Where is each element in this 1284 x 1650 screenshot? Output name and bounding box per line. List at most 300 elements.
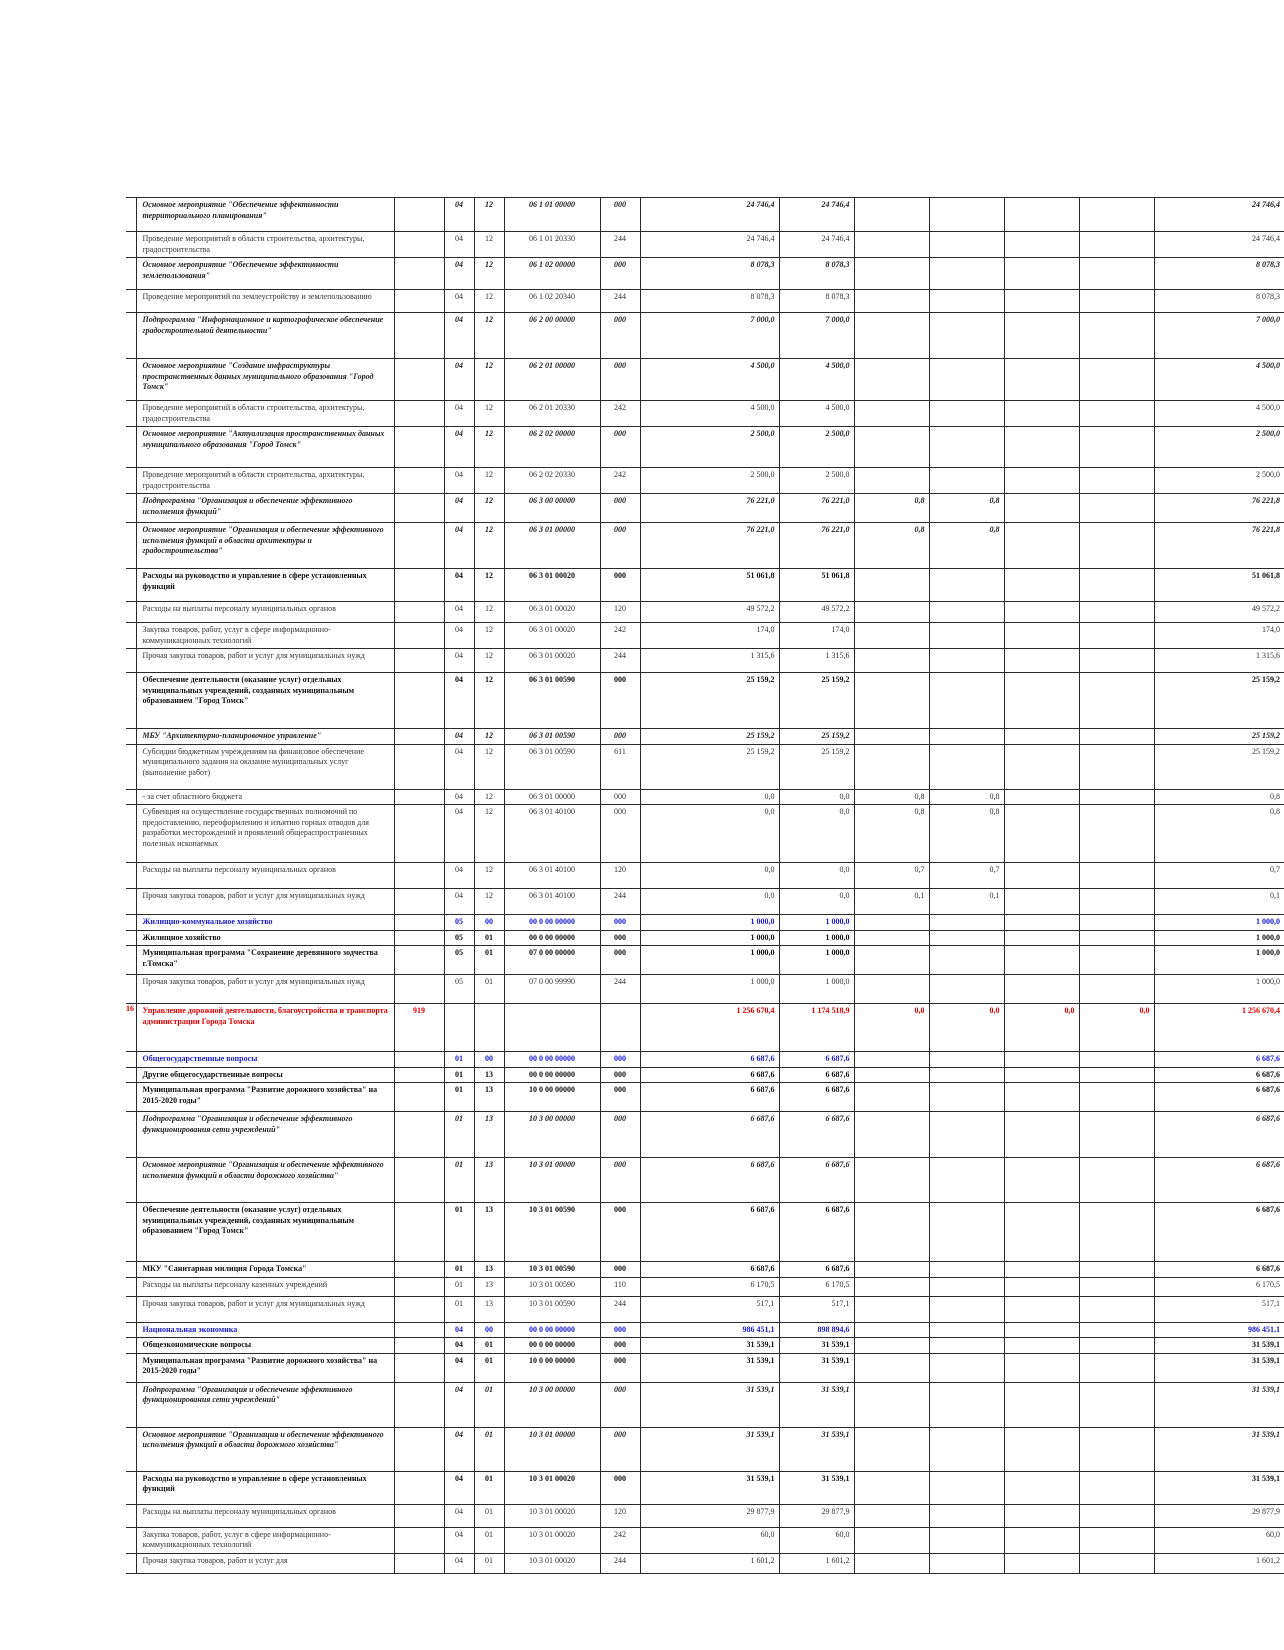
- value-col-2: 29 877,9: [779, 1504, 854, 1527]
- value-col-5: [1004, 946, 1079, 975]
- table-row: [126, 1338, 1284, 1354]
- item-name: Субсидии бюджетным учреждениям на финансовое обеспечение муниципального задания на оказание муниципальных услуг (выполнение работ): [136, 744, 394, 789]
- value-col-4: [929, 1471, 1004, 1504]
- section-code: 04: [444, 1338, 474, 1354]
- grbs-code: [394, 1052, 444, 1068]
- value-col-1: 76 221,0: [640, 523, 779, 569]
- item-name: Основное мероприятие "Создание инфраструктуры пространственных данных муниципального образования "Город Томск": [136, 359, 394, 401]
- value-col-2: 1 000,0: [779, 915, 854, 931]
- expense-type-code: 000: [600, 946, 640, 975]
- grbs-code: [394, 889, 444, 915]
- target-article-code: 06 3 01 00000: [504, 789, 600, 805]
- value-col-3: [854, 1471, 929, 1504]
- value-col-1: 24 746,4: [640, 198, 779, 232]
- expense-type-code: 242: [600, 1527, 640, 1553]
- table-row: [126, 1504, 1284, 1527]
- value-col-1: 29 877,9: [640, 1504, 779, 1527]
- value-col-7: 6 687,6: [1154, 1052, 1284, 1068]
- table-row: [126, 744, 1284, 789]
- subsection-code: 13: [474, 1158, 504, 1203]
- value-col-6: [1079, 1067, 1154, 1083]
- expense-type-code: 000: [600, 1158, 640, 1203]
- item-name: Проведение мероприятий по землеустройству и землепользованию: [136, 290, 394, 313]
- subsection-code: 12: [474, 523, 504, 569]
- target-article-code: 10 3 01 00020: [504, 1504, 600, 1527]
- value-col-5: [1004, 1353, 1079, 1382]
- section-code: 04: [444, 401, 474, 427]
- section-code: 04: [444, 1471, 474, 1504]
- value-col-6: [1079, 789, 1154, 805]
- grbs-code: [394, 930, 444, 946]
- value-col-3: [854, 623, 929, 649]
- value-col-2: 25 159,2: [779, 729, 854, 745]
- value-col-3: 0,8: [854, 523, 929, 569]
- row-number: [126, 930, 136, 946]
- section-code: 01: [444, 1158, 474, 1203]
- expense-type-code: 000: [600, 359, 640, 401]
- row-number: [126, 1083, 136, 1112]
- table-row: [126, 673, 1284, 729]
- section-code: 01: [444, 1083, 474, 1112]
- value-col-7: 31 539,1: [1154, 1471, 1284, 1504]
- table-row: [126, 1277, 1284, 1296]
- value-col-4: [929, 1322, 1004, 1338]
- section-code: 04: [444, 232, 474, 258]
- row-number: [126, 1553, 136, 1573]
- item-name: Управление дорожной деятельности, благоустройства и транспорта администрации Города Томска: [136, 1004, 394, 1052]
- value-col-6: [1079, 313, 1154, 359]
- row-number: [126, 1158, 136, 1203]
- grbs-code: [394, 946, 444, 975]
- grbs-code: [394, 1277, 444, 1296]
- value-col-2: 6 687,6: [779, 1052, 854, 1068]
- value-col-3: [854, 1277, 929, 1296]
- grbs-code: [394, 494, 444, 523]
- value-col-6: [1079, 1338, 1154, 1354]
- value-col-6: [1079, 1471, 1154, 1504]
- value-col-6: [1079, 427, 1154, 468]
- value-col-1: 0,0: [640, 805, 779, 863]
- value-col-1: 6 687,6: [640, 1158, 779, 1203]
- table-row: [126, 290, 1284, 313]
- table-row: [126, 427, 1284, 468]
- value-col-1: 6 687,6: [640, 1112, 779, 1158]
- value-col-5: 0,0: [1004, 1004, 1079, 1052]
- subsection-code: 12: [474, 290, 504, 313]
- section-code: 04: [444, 1427, 474, 1471]
- value-col-6: 0,0: [1079, 1004, 1154, 1052]
- grbs-code: [394, 1262, 444, 1278]
- grbs-code: [394, 198, 444, 232]
- value-col-6: [1079, 649, 1154, 673]
- value-col-4: [929, 427, 1004, 468]
- value-col-4: [929, 649, 1004, 673]
- value-col-4: [929, 1504, 1004, 1527]
- subsection-code: 01: [474, 930, 504, 946]
- value-col-3: [854, 1112, 929, 1158]
- table-row: [126, 1471, 1284, 1504]
- table-row: [126, 523, 1284, 569]
- grbs-code: [394, 1083, 444, 1112]
- value-col-7: 1 000,0: [1154, 930, 1284, 946]
- value-col-1: 1 000,0: [640, 975, 779, 1004]
- item-name: Прочая закупка товаров, работ и услуг для муниципальных нужд: [136, 975, 394, 1004]
- subsection-code: 13: [474, 1203, 504, 1262]
- value-col-7: 986 451,1: [1154, 1322, 1284, 1338]
- target-article-code: 06 1 01 00000: [504, 198, 600, 232]
- grbs-code: [394, 258, 444, 290]
- value-col-4: [929, 744, 1004, 789]
- row-number: [126, 468, 136, 494]
- row-number: [126, 290, 136, 313]
- value-col-7: 0,8: [1154, 805, 1284, 863]
- value-col-3: [854, 915, 929, 931]
- expense-type-code: 244: [600, 1296, 640, 1322]
- value-col-2: 49 572,2: [779, 602, 854, 623]
- table-row: [126, 1203, 1284, 1262]
- value-col-2: 517,1: [779, 1296, 854, 1322]
- expense-type-code: 244: [600, 889, 640, 915]
- expense-type-code: 244: [600, 232, 640, 258]
- value-col-1: 76 221,0: [640, 494, 779, 523]
- value-col-5: [1004, 1262, 1079, 1278]
- value-col-6: [1079, 1296, 1154, 1322]
- table-row: [126, 946, 1284, 975]
- value-col-4: [929, 198, 1004, 232]
- value-col-7: 0,8: [1154, 789, 1284, 805]
- value-col-5: [1004, 494, 1079, 523]
- value-col-1: 8 078,3: [640, 258, 779, 290]
- target-article-code: 06 3 01 00590: [504, 744, 600, 789]
- value-col-4: [929, 1338, 1004, 1354]
- section-code: 04: [444, 427, 474, 468]
- item-name: Расходы на выплаты персоналу казенных учреждений: [136, 1277, 394, 1296]
- row-number: [126, 673, 136, 729]
- value-col-4: 0,0: [929, 1004, 1004, 1052]
- expense-type-code: 000: [600, 1262, 640, 1278]
- item-name: Проведение мероприятий в области строительства, архитектуры, градостроительства: [136, 232, 394, 258]
- value-col-2: 7 000,0: [779, 313, 854, 359]
- grbs-code: [394, 649, 444, 673]
- value-col-5: [1004, 889, 1079, 915]
- value-col-2: 60,0: [779, 1527, 854, 1553]
- target-article-code: 06 2 01 00000: [504, 359, 600, 401]
- row-number: [126, 198, 136, 232]
- value-col-2: 8 078,3: [779, 290, 854, 313]
- target-article-code: 10 0 00 00000: [504, 1083, 600, 1112]
- value-col-6: [1079, 1277, 1154, 1296]
- item-name: Расходы на выплаты персоналу муниципальных органов: [136, 602, 394, 623]
- table-row: [126, 401, 1284, 427]
- grbs-code: [394, 915, 444, 931]
- expense-type-code: 242: [600, 623, 640, 649]
- section-code: [444, 1004, 474, 1052]
- target-article-code: 10 3 01 00000: [504, 1158, 600, 1203]
- value-col-3: [854, 258, 929, 290]
- grbs-code: 919: [394, 1004, 444, 1052]
- target-article-code: 00 0 00 00000: [504, 1322, 600, 1338]
- value-col-4: [929, 1553, 1004, 1573]
- value-col-2: 31 539,1: [779, 1382, 854, 1427]
- department-row: [126, 1004, 1284, 1052]
- value-col-5: [1004, 744, 1079, 789]
- value-col-4: 0,8: [929, 523, 1004, 569]
- value-col-4: [929, 602, 1004, 623]
- target-article-code: 06 2 02 00000: [504, 427, 600, 468]
- table-row: [126, 930, 1284, 946]
- value-col-2: 6 170,5: [779, 1277, 854, 1296]
- value-col-6: [1079, 290, 1154, 313]
- table-row: [126, 915, 1284, 931]
- value-col-4: [929, 1262, 1004, 1278]
- value-col-1: 0,0: [640, 789, 779, 805]
- expense-type-code: 120: [600, 863, 640, 889]
- value-col-1: 6 687,6: [640, 1262, 779, 1278]
- expense-type-code: 244: [600, 1553, 640, 1573]
- value-col-5: [1004, 1471, 1079, 1504]
- grbs-code: [394, 1112, 444, 1158]
- value-col-6: [1079, 198, 1154, 232]
- row-number: [126, 1427, 136, 1471]
- row-number: [126, 1527, 136, 1553]
- section-code: 05: [444, 930, 474, 946]
- value-col-4: [929, 290, 1004, 313]
- subsection-code: 00: [474, 1052, 504, 1068]
- value-col-6: [1079, 468, 1154, 494]
- expense-type-code: 000: [600, 494, 640, 523]
- item-name: Основное мероприятие "Обеспечение эффективности землепользования": [136, 258, 394, 290]
- value-col-5: [1004, 930, 1079, 946]
- row-number: [126, 1353, 136, 1382]
- value-col-6: [1079, 1322, 1154, 1338]
- value-col-4: [929, 975, 1004, 1004]
- subsection-code: 12: [474, 569, 504, 602]
- subsection-code: 12: [474, 623, 504, 649]
- value-col-7: 7 000,0: [1154, 313, 1284, 359]
- target-article-code: 10 3 00 00000: [504, 1112, 600, 1158]
- value-col-4: [929, 359, 1004, 401]
- expense-type-code: 000: [600, 1067, 640, 1083]
- target-article-code: 06 1 02 20340: [504, 290, 600, 313]
- value-col-4: 0,7: [929, 863, 1004, 889]
- value-col-2: 8 078,3: [779, 258, 854, 290]
- row-number: [126, 915, 136, 931]
- value-col-1: 0,0: [640, 889, 779, 915]
- item-name: Основное мероприятие "Организация и обеспечение эффективного исполнения функций в области дорожного хозяйства": [136, 1158, 394, 1203]
- table-row: [126, 1296, 1284, 1322]
- table-row: [126, 258, 1284, 290]
- value-col-6: [1079, 915, 1154, 931]
- grbs-code: [394, 673, 444, 729]
- value-col-4: [929, 1112, 1004, 1158]
- row-number: [126, 569, 136, 602]
- value-col-7: 1 000,0: [1154, 975, 1284, 1004]
- value-col-2: 174,0: [779, 623, 854, 649]
- value-col-3: [854, 602, 929, 623]
- section-code: 04: [444, 789, 474, 805]
- value-col-7: 49 572,2: [1154, 602, 1284, 623]
- value-col-5: [1004, 1382, 1079, 1427]
- row-number: [126, 313, 136, 359]
- target-article-code: 00 0 00 00000: [504, 915, 600, 931]
- row-number: [126, 1322, 136, 1338]
- value-col-2: 25 159,2: [779, 673, 854, 729]
- value-col-3: [854, 1338, 929, 1354]
- value-col-7: 76 221,8: [1154, 494, 1284, 523]
- target-article-code: 06 1 01 20330: [504, 232, 600, 258]
- section-code: 04: [444, 673, 474, 729]
- table-row: [126, 569, 1284, 602]
- value-col-3: [854, 198, 929, 232]
- expense-type-code: [600, 1004, 640, 1052]
- value-col-3: [854, 1262, 929, 1278]
- item-name: Муниципальная программа "Сохранение деревянного зодчества г.Томска": [136, 946, 394, 975]
- value-col-6: [1079, 1504, 1154, 1527]
- value-col-7: 2 500,0: [1154, 427, 1284, 468]
- value-col-5: [1004, 915, 1079, 931]
- item-name: Субвенция на осуществление государственных полномочий по предоставлению, переоформлению и изъятию горных отводов для разработки месторождений и проявлений общераспространенных полезных ископаемых: [136, 805, 394, 863]
- section-code: 04: [444, 523, 474, 569]
- row-number: 16: [126, 1004, 136, 1052]
- table-row: [126, 1067, 1284, 1083]
- subsection-code: 01: [474, 946, 504, 975]
- value-col-3: 0,8: [854, 805, 929, 863]
- section-code: 04: [444, 1504, 474, 1527]
- value-col-7: 6 687,6: [1154, 1158, 1284, 1203]
- expense-type-code: 000: [600, 1112, 640, 1158]
- value-col-7: 0,7: [1154, 863, 1284, 889]
- value-col-5: [1004, 805, 1079, 863]
- value-col-2: 4 500,0: [779, 401, 854, 427]
- subsection-code: 01: [474, 1427, 504, 1471]
- value-col-1: 1 000,0: [640, 915, 779, 931]
- value-col-1: 49 572,2: [640, 602, 779, 623]
- value-col-3: [854, 1083, 929, 1112]
- grbs-code: [394, 569, 444, 602]
- target-article-code: 00 0 00 00000: [504, 1052, 600, 1068]
- grbs-code: [394, 789, 444, 805]
- target-article-code: 07 0 00 00000: [504, 946, 600, 975]
- target-article-code: [504, 1004, 600, 1052]
- value-col-2: 2 500,0: [779, 468, 854, 494]
- target-article-code: 06 2 01 20330: [504, 401, 600, 427]
- value-col-5: [1004, 359, 1079, 401]
- expense-type-code: 000: [600, 523, 640, 569]
- value-col-2: 31 539,1: [779, 1338, 854, 1354]
- subsection-code: 13: [474, 1112, 504, 1158]
- value-col-7: 0,1: [1154, 889, 1284, 915]
- section-code: 01: [444, 1052, 474, 1068]
- value-col-4: [929, 258, 1004, 290]
- row-number: [126, 1052, 136, 1068]
- section-code: 04: [444, 494, 474, 523]
- value-col-5: [1004, 1338, 1079, 1354]
- value-col-6: [1079, 1382, 1154, 1427]
- grbs-code: [394, 623, 444, 649]
- value-col-5: [1004, 468, 1079, 494]
- grbs-code: [394, 805, 444, 863]
- value-col-5: [1004, 523, 1079, 569]
- value-col-3: [854, 401, 929, 427]
- grbs-code: [394, 290, 444, 313]
- expense-type-code: 244: [600, 290, 640, 313]
- row-number: [126, 1296, 136, 1322]
- value-col-3: [854, 569, 929, 602]
- value-col-6: [1079, 729, 1154, 745]
- subsection-code: 13: [474, 1083, 504, 1112]
- subsection-code: 12: [474, 602, 504, 623]
- grbs-code: [394, 359, 444, 401]
- value-col-4: [929, 1052, 1004, 1068]
- row-number: [126, 1382, 136, 1427]
- value-col-6: [1079, 401, 1154, 427]
- expense-type-code: 244: [600, 649, 640, 673]
- value-col-3: [854, 1158, 929, 1203]
- grbs-code: [394, 863, 444, 889]
- value-col-1: 517,1: [640, 1296, 779, 1322]
- value-col-5: [1004, 569, 1079, 602]
- grbs-code: [394, 313, 444, 359]
- value-col-2: 0,0: [779, 889, 854, 915]
- row-number: [126, 649, 136, 673]
- table-row: [126, 1083, 1284, 1112]
- target-article-code: 10 3 01 00590: [504, 1203, 600, 1262]
- target-article-code: 10 3 01 00590: [504, 1277, 600, 1296]
- value-col-6: [1079, 930, 1154, 946]
- value-col-3: [854, 1052, 929, 1068]
- expense-type-code: 000: [600, 1322, 640, 1338]
- grbs-code: [394, 744, 444, 789]
- value-col-5: [1004, 401, 1079, 427]
- section-code: 04: [444, 1353, 474, 1382]
- value-col-3: 0,8: [854, 789, 929, 805]
- grbs-code: [394, 1504, 444, 1527]
- target-article-code: 10 3 01 00590: [504, 1296, 600, 1322]
- value-col-7: 517,1: [1154, 1296, 1284, 1322]
- value-col-6: [1079, 673, 1154, 729]
- target-article-code: 06 3 00 00000: [504, 494, 600, 523]
- value-col-7: 31 539,1: [1154, 1427, 1284, 1471]
- value-col-7: 24 746,4: [1154, 232, 1284, 258]
- value-col-6: [1079, 805, 1154, 863]
- row-number: [126, 401, 136, 427]
- subsection-code: 01: [474, 1504, 504, 1527]
- target-article-code: 06 3 01 00020: [504, 649, 600, 673]
- subsection-code: 12: [474, 401, 504, 427]
- subsection-code: 01: [474, 1471, 504, 1504]
- section-code: 01: [444, 1296, 474, 1322]
- value-col-7: 24 746,4: [1154, 198, 1284, 232]
- section-code: 05: [444, 946, 474, 975]
- expense-type-code: 000: [600, 1052, 640, 1068]
- grbs-code: [394, 1382, 444, 1427]
- item-name: Жилищное хозяйство: [136, 930, 394, 946]
- grbs-code: [394, 401, 444, 427]
- value-col-1: 6 687,6: [640, 1052, 779, 1068]
- row-number: [126, 805, 136, 863]
- value-col-7: 31 539,1: [1154, 1338, 1284, 1354]
- target-article-code: 10 3 01 00020: [504, 1553, 600, 1573]
- row-number: [126, 427, 136, 468]
- value-col-3: [854, 1527, 929, 1553]
- item-name: МБУ "Архитектурно-планировочное управление": [136, 729, 394, 745]
- grbs-code: [394, 1296, 444, 1322]
- subsection-code: 12: [474, 729, 504, 745]
- value-col-3: [854, 1067, 929, 1083]
- value-col-6: [1079, 1158, 1154, 1203]
- table-row: [126, 805, 1284, 863]
- value-col-5: [1004, 863, 1079, 889]
